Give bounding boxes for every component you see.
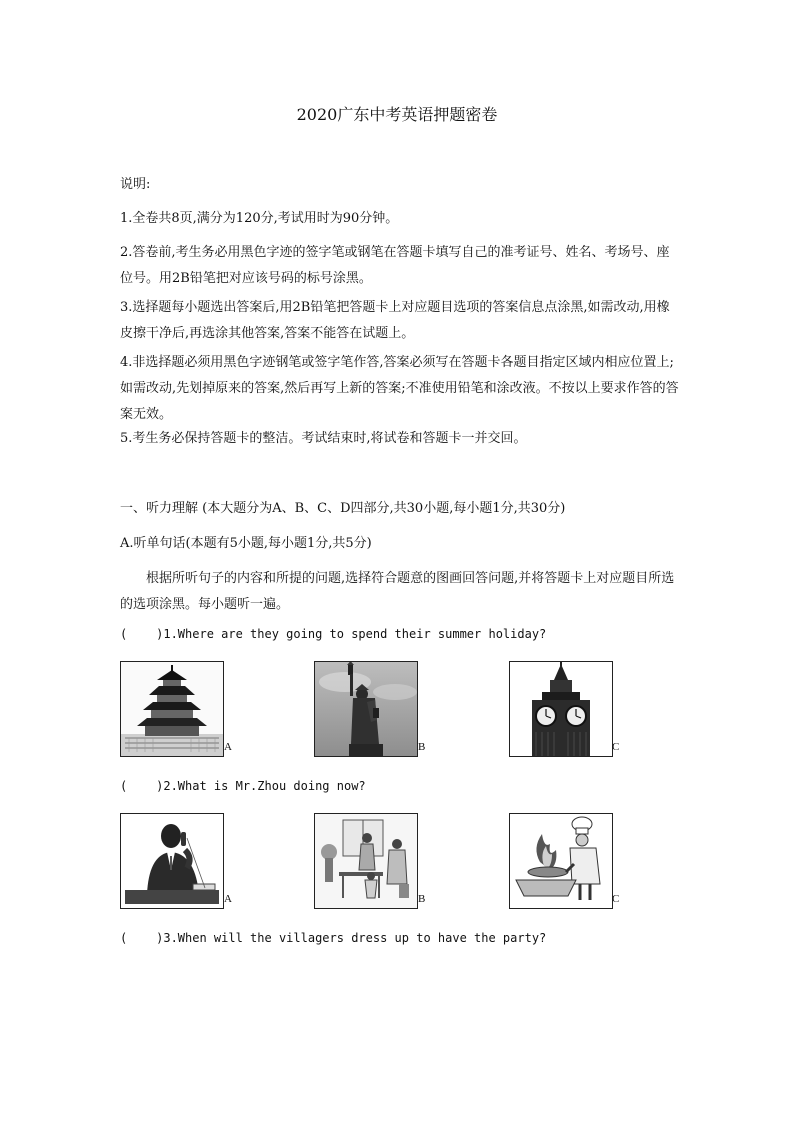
answer-bracket[interactable]: ( ) — [120, 779, 164, 793]
answer-bracket[interactable]: ( ) — [120, 931, 164, 945]
instruction-item: 5.考生务必保持答题卡的整洁。考试结束时,将试卷和答题卡一并交回。 — [120, 431, 527, 446]
question-text: 2.What is Mr.Zhou doing now? — [163, 779, 366, 793]
option-label-c: C — [612, 741, 620, 753]
option-image-b[interactable] — [314, 661, 418, 757]
statue-of-liberty-icon — [315, 662, 417, 756]
family-cleaning-icon — [315, 814, 417, 908]
question-text: 1.Where are they going to spend their summer holiday? — [163, 627, 547, 641]
instruction-item: 2.答卷前,考生务必用黑色字迹的签字笔或钢笔在答题卡填写自己的准考证号、姓名、考场号、座位号。用2B铅笔把对应该号码的标号涂黑。 — [120, 245, 670, 286]
option-label-c: C — [612, 893, 620, 905]
question-3 — [120, 931, 546, 945]
instruction-item: 3.选择题每小题选出答案后,用2B铅笔把答题卡上对应题目选项的答案信息点涂黑,如需改动,用橡皮擦干净后,再选涂其他答案,答案不能答在试题上。 — [120, 300, 670, 341]
instructions-heading: 说明: — [120, 177, 151, 192]
page-title: 2020广东中考英语押题密卷 — [296, 105, 498, 124]
option-image-a[interactable] — [120, 661, 224, 757]
option-image-c[interactable] — [509, 661, 613, 757]
option-label-b: B — [418, 893, 426, 905]
temple-of-heaven-icon — [121, 662, 223, 756]
instruction-item: 4.非选择题必须用黑色字迹钢笔或签字笔作答,答案必须写在答题卡各题目指定区域内相应位置上;如需改动,先划掉原来的答案,然后再写上新的答案;不准使用铅笔和涂改液。不按以上要求作答的答案无效。 — [120, 355, 679, 422]
part-heading: A.听单句话(本题有5小题,每小题1分,共5分) — [120, 536, 372, 551]
option-image-c[interactable] — [509, 813, 613, 909]
answer-bracket[interactable]: ( ) — [120, 627, 164, 641]
big-ben-icon — [510, 662, 612, 756]
section-heading: 一、听力理解 (本大题分为A、B、C、D四部分,共30小题,每小题1分,共30分) — [120, 501, 566, 516]
instruction-item: 1.全卷共8页,满分为120分,考试用时为90分钟。 — [120, 211, 399, 226]
question-2 — [120, 779, 366, 793]
question-1 — [120, 627, 546, 641]
option-label-a: A — [224, 741, 232, 753]
option-label-b: B — [418, 741, 426, 753]
option-image-a[interactable] — [120, 813, 224, 909]
part-directions: 根据所听句子的内容和所提的问题,选择符合题意的图画回答问题,并将答题卡上对应题目所选的选项涂黑。每小题听一遍。 — [120, 571, 675, 612]
question-text: 3.When will the villagers dress up to have the party? — [163, 931, 547, 945]
option-label-a: A — [224, 893, 232, 905]
chef-cooking-icon — [510, 814, 612, 908]
option-image-b[interactable] — [314, 813, 418, 909]
man-on-phone-icon — [121, 814, 223, 908]
